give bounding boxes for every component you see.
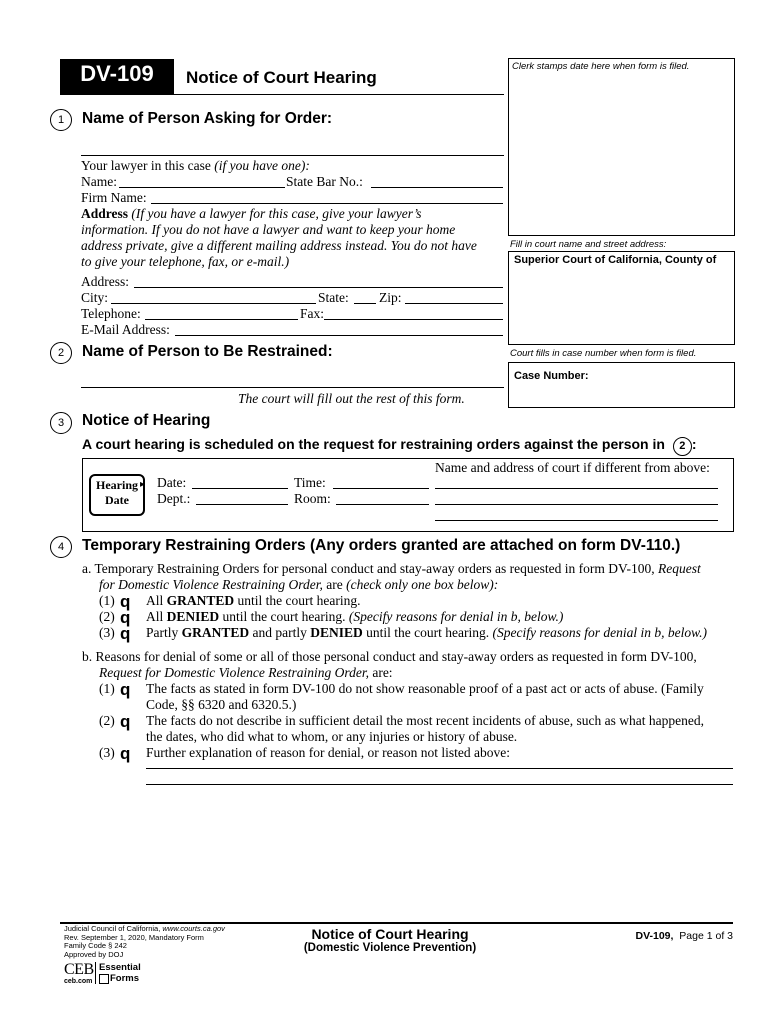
reason1-number: (1) <box>99 681 115 696</box>
ceb-logo <box>64 962 94 986</box>
restrained-name-field[interactable] <box>81 387 504 388</box>
bar-label: State Bar No.: <box>286 174 363 189</box>
reason2-checkbox[interactable]: q <box>120 712 131 731</box>
section-3-subtitle: A court hearing is scheduled on the request for restraining orders against the person in 2 : <box>82 436 696 456</box>
item-b-line-1: b. Reasons for denial of some or all of those personal conduct and stay-away orders as requested in form DV-100, <box>82 649 697 664</box>
form-title: Notice of Court Hearing <box>186 68 377 87</box>
address-note-4: to give your telephone, fax, or e-mail.) <box>81 254 290 269</box>
firm-label: Firm Name: <box>81 190 147 205</box>
other-court-label: Name and address of court if different from above: <box>435 460 710 475</box>
name-label: Name: <box>81 174 117 189</box>
city-field[interactable] <box>111 303 316 304</box>
form-id: DV-109 <box>80 61 154 86</box>
hearing-time-field[interactable] <box>333 488 429 489</box>
opt2-checkbox[interactable]: q <box>120 608 131 627</box>
email-label: E-Mail Address: <box>81 322 170 337</box>
state-field[interactable] <box>354 303 376 304</box>
footer-page <box>610 930 733 942</box>
ceb-logo-text: CEB <box>64 961 94 978</box>
dept-label: Dept.: <box>157 491 191 506</box>
opt3-text: Partly GRANTED and partly DENIED until the court hearing. (Specify reasons for denial in b, below.) <box>146 625 707 640</box>
reason3-line-2[interactable] <box>146 784 733 785</box>
section-3-number: 3 <box>50 412 72 434</box>
essential-forms-logo <box>95 962 141 984</box>
court-label: Superior Court of California, County of <box>514 254 717 266</box>
reason2-number: (2) <box>99 713 115 728</box>
opt3-checkbox[interactable]: q <box>120 624 131 643</box>
other-court-line-1[interactable] <box>435 488 718 489</box>
footer-line-3: Family Code § 242 <box>64 941 127 950</box>
footer-source <box>64 925 225 959</box>
item-a-line-1: a. Temporary Restraining Orders for personal conduct and stay-away orders as requested in form DV-100, Request <box>82 561 701 576</box>
opt1-number: (1) <box>99 593 115 608</box>
essential-text: Essential <box>99 962 141 973</box>
section-2-title: Name of Person to Be Restrained: <box>82 343 333 360</box>
reason3-line-1[interactable] <box>146 768 733 769</box>
email-field[interactable] <box>175 335 503 336</box>
lawyer-line <box>81 158 310 174</box>
opt1-text: All GRANTED until the court hearing. <box>146 593 361 608</box>
firm-name-field[interactable] <box>151 203 503 204</box>
case-number-box[interactable] <box>508 362 735 408</box>
fax-field[interactable] <box>324 319 503 320</box>
item-b-line-2: Request for Domestic Violence Restraining Order, are: <box>99 665 393 680</box>
footer-title: Notice of Court Hearing <box>311 926 469 942</box>
reason1-text-2: Code, §§ 6320 and 6320.5.) <box>146 697 297 712</box>
footer-line-4: Approved by DOJ <box>64 949 124 959</box>
hearing-arrow: ▸ <box>140 479 146 490</box>
footer-subtitle: (Domestic Violence Prevention) <box>303 942 477 954</box>
address-bold: Address <box>81 206 129 221</box>
petitioner-name-field[interactable] <box>81 155 504 156</box>
opt1-checkbox[interactable]: q <box>120 592 131 611</box>
lawyer-label: Your lawyer in this case <box>81 158 211 173</box>
hearing-date-field[interactable] <box>192 488 288 489</box>
section-2-number: 2 <box>50 342 72 364</box>
telephone-field[interactable] <box>145 319 298 320</box>
address-note-3: address private, give a different mailing address instead. You do not have <box>81 238 477 253</box>
court-name-note: Fill in court name and street address: <box>510 239 667 250</box>
reason3-number: (3) <box>99 745 115 760</box>
ref-circle-2: 2 <box>673 437 692 456</box>
item-a-line-2: for Domestic Violence Restraining Order, are (check only one box below): <box>99 577 499 592</box>
address-note-1 <box>81 206 421 222</box>
room-label: Room: <box>294 491 331 506</box>
clerk-note: Clerk stamps date here when form is filed. <box>512 61 690 72</box>
state-label: State: <box>318 290 349 305</box>
case-number-label: Case Number: <box>514 370 589 382</box>
other-court-line-2[interactable] <box>435 504 718 505</box>
footer-line-1: Judicial Council of California, www.courts.ca.gov <box>64 924 225 933</box>
opt2-text: All DENIED until the court hearing. (Specify reasons for denial in b, below.) <box>146 609 564 624</box>
clerk-stamp-box[interactable] <box>508 58 735 236</box>
telephone-label: Telephone: <box>81 306 141 321</box>
section-4-title: Temporary Restraining Orders (Any orders granted are attached on form DV-110.) <box>82 537 681 554</box>
address-note-text-1: (If you have a lawyer for this case, give your lawyer’s <box>131 206 422 221</box>
address-label: Address: <box>81 274 129 289</box>
zip-field[interactable] <box>405 303 503 304</box>
time-label: Time: <box>294 475 326 490</box>
fax-label: Fax: <box>300 306 325 321</box>
opt2-number: (2) <box>99 609 115 624</box>
section-1-number: 1 <box>50 109 72 131</box>
footer-form-id: DV-109, <box>635 930 674 942</box>
reason1-text-1: The facts as stated in form DV-100 do not show reasonable proof of a past act or acts of abuse. (Family <box>146 681 704 696</box>
address-note-2: information. If you do not have a lawyer and want to keep your home <box>81 222 456 237</box>
section-1-title: Name of Person Asking for Order: <box>82 110 333 127</box>
court-fill-note: The court will fill out the rest of this form. <box>238 391 465 406</box>
reason3-text: Further explanation of reason for denial, or reason not listed above: <box>146 745 511 760</box>
opt3-number: (3) <box>99 625 115 640</box>
ceb-logo-site: ceb.com <box>64 978 93 985</box>
reason1-checkbox[interactable]: q <box>120 680 131 699</box>
case-number-note: Court fills in case number when form is filed. <box>510 348 697 359</box>
footer-line-2: Rev. September 1, 2020, Mandatory Form <box>64 932 204 942</box>
zip-label: Zip: <box>379 290 402 305</box>
lawyer-note: (if you have one): <box>214 158 310 173</box>
header-rule <box>174 94 504 95</box>
city-label: City: <box>81 290 109 305</box>
forms-icon <box>99 974 109 984</box>
reason2-text-1: The facts do not describe in sufficient detail the most recent incidents of abuse, such as what happened, <box>146 713 704 728</box>
address-field[interactable] <box>134 287 503 288</box>
date-label: Date: <box>157 475 187 490</box>
lawyer-name-field[interactable] <box>119 187 285 188</box>
bar-number-field[interactable] <box>371 187 503 188</box>
hearing-dept-field[interactable] <box>196 504 288 505</box>
hearing-date-tag: Hearing Date <box>89 474 145 516</box>
reason3-checkbox[interactable]: q <box>120 744 131 763</box>
other-court-line-3[interactable] <box>435 520 718 521</box>
section-3-title: Notice of Hearing <box>82 412 211 429</box>
footer-page-number: Page 1 of 3 <box>679 930 733 942</box>
hearing-room-field[interactable] <box>336 504 429 505</box>
forms-text: Forms <box>99 973 141 984</box>
section-4-number: 4 <box>50 536 72 558</box>
reason2-text-2: the dates, who did what to whom, or any injuries or history of abuse. <box>146 729 518 744</box>
